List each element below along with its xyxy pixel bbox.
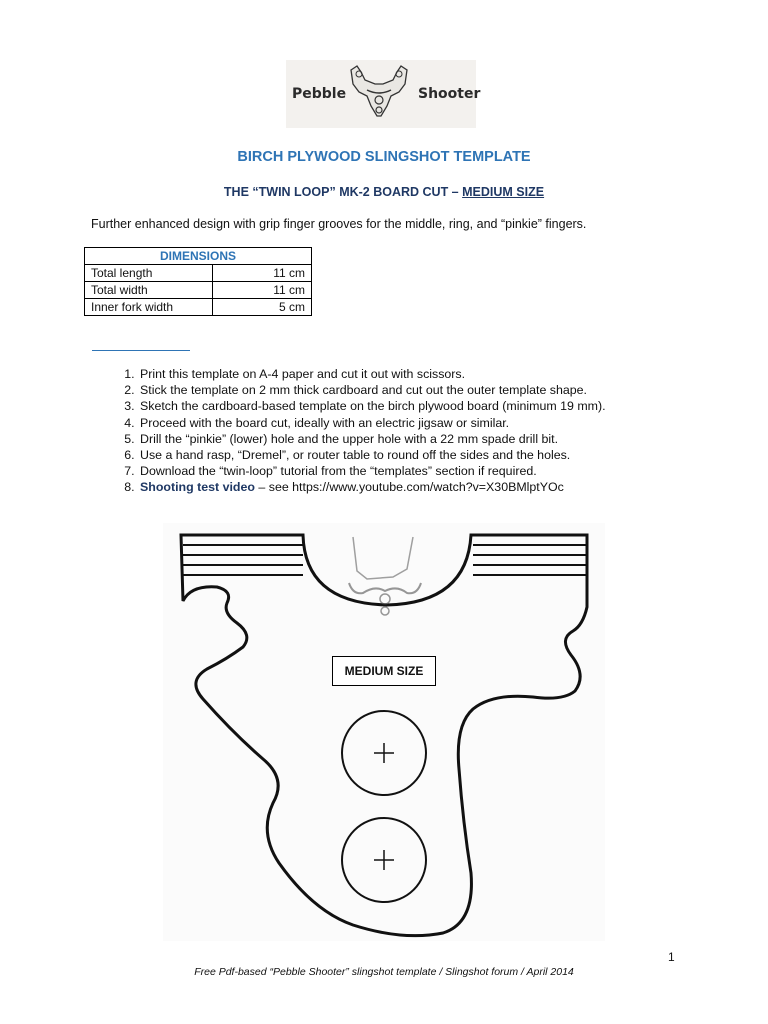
dimensions-header: DIMENSIONS [85, 248, 312, 265]
instruction-list [110, 366, 606, 496]
list-item: 6. Use a hand rasp, “Dremel”, or router table to round off the sides and the holes. [138, 447, 606, 463]
slingshot-logo-icon [341, 62, 417, 126]
table-row [85, 299, 312, 316]
page-footer: Free Pdf-based “Pebble Shooter” slingshot template / Slingshot forum / April 2014 [194, 966, 574, 978]
logo-word-pebble: Pebble [292, 86, 347, 102]
document-title: BIRCH PLYWOOD SLINGSHOT TEMPLATE [237, 149, 531, 165]
list-item: 5. Drill the “pinkie” (lower) hole and the upper hole with a 22 mm spade drill bit. [138, 431, 606, 447]
table-row [85, 282, 312, 299]
pebble-shooter-logo [286, 60, 481, 128]
list-item: 3. Sketch the cardboard-based template on the birch plywood board (minimum 19 mm). [138, 398, 606, 414]
section-divider [92, 350, 190, 351]
table-row [85, 265, 312, 282]
shooting-test-video-link[interactable]: Shooting test video [140, 480, 255, 495]
video-url-text: – see https://www.youtube.com/watch?v=X30BMlptYOc [254, 480, 564, 495]
slingshot-template-drawing [163, 523, 605, 941]
list-item: 7. Download the “twin-loop” tutorial from the “templates” section if required. [138, 463, 606, 479]
dimension-label: Inner fork width [85, 299, 213, 316]
dimension-value: 11 cm [213, 282, 312, 299]
list-item [138, 479, 606, 495]
slingshot-outline-icon [163, 523, 605, 941]
list-item: 2. Stick the template on 2 mm thick cardboard and cut out the outer template shape. [138, 382, 606, 398]
intro-text: Further enhanced design with grip finger grooves for the middle, ring, and “pinkie” fingers. [91, 217, 587, 231]
template-size-label: MEDIUM SIZE [332, 656, 436, 686]
logo-word-shooter: Shooter [418, 86, 481, 102]
subtitle-size: MEDIUM SIZE [462, 185, 545, 199]
subtitle-main: THE “TWIN LOOP” MK-2 BOARD CUT – [223, 185, 463, 199]
dimensions-table [84, 247, 312, 316]
list-item: 1. Print this template on A-4 paper and cut it out with scissors. [138, 366, 606, 382]
dimension-value: 5 cm [213, 299, 312, 316]
document-subtitle [0, 185, 768, 199]
dimension-label: Total length [85, 265, 213, 282]
dimension-label: Total width [85, 282, 213, 299]
dimension-value: 11 cm [213, 265, 312, 282]
page-number: 1 [668, 950, 675, 964]
list-item: 4. Proceed with the board cut, ideally with an electric jigsaw or similar. [138, 415, 606, 431]
